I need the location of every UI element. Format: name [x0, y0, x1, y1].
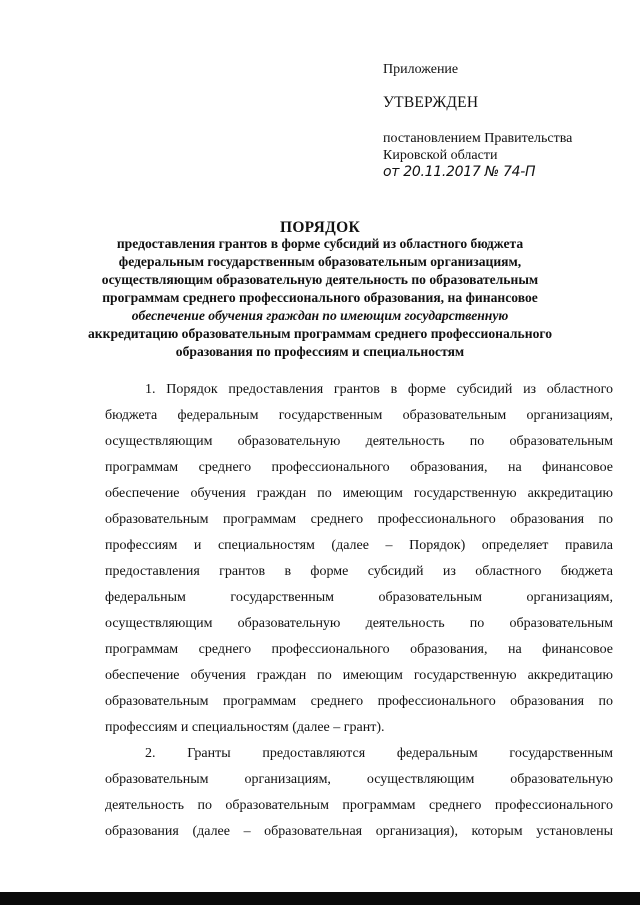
decree-line-2: Кировской области — [383, 148, 498, 163]
body-line: предоставления грантов в форме субсидий из областного бюджета — [105, 564, 613, 579]
body-line: профессиям и специальностям (далее – грант). — [105, 720, 385, 735]
approved-label: УТВЕРЖДЕН — [383, 94, 479, 111]
subtitle-line: предоставления грантов в форме субсидий из областного бюджета — [116, 236, 524, 251]
body-line: федеральным государственным образовательным организациям, — [105, 590, 613, 605]
body-line: осуществляющим образовательную деятельность по образовательным — [105, 616, 613, 631]
subtitle-line: аккредитацию образовательным программам среднего профессионального — [87, 326, 553, 341]
body-line: программам среднего профессионального образования, на финансовое — [105, 642, 613, 657]
body-line: 2. Гранты предоставляются федеральным государственным — [145, 746, 613, 761]
body-line: образования (далее – образовательная организация), которым установлены — [105, 824, 613, 839]
decree-line-1: постановлением Правительства — [383, 131, 573, 146]
subtitle-line: образования по профессиям и специальностям — [175, 344, 465, 359]
subtitle-line: федеральным государственным образовательным организациям, — [118, 254, 522, 269]
body-line: программам среднего профессионального образования, на финансовое — [105, 460, 613, 475]
scan-bottom-edge — [0, 892, 640, 905]
body-line: 1. Порядок предоставления грантов в форме субсидий из областного — [145, 382, 613, 397]
body-line: бюджета федеральным государственным образовательным организациям, — [105, 408, 613, 423]
body-line: образовательным организациям, осуществляющим образовательную — [105, 772, 613, 787]
document-title: ПОРЯДОК — [279, 219, 361, 236]
body-line: профессиям и специальностям (далее – Порядок) определяет правила — [105, 538, 613, 553]
body-line: обеспечение обучения граждан по имеющим государственную аккредитацию — [105, 668, 613, 683]
subtitle-line: осуществляющим образовательную деятельность по образовательным — [101, 272, 539, 287]
subtitle-line: программам среднего профессионального образования, на финансовое — [102, 290, 538, 305]
body-line: обеспечение обучения граждан по имеющим государственную аккредитацию — [105, 486, 613, 501]
body-line: образовательным программам среднего профессионального образования по — [105, 694, 613, 709]
subtitle-line: обеспечение обучения граждан по имеющим государственную — [131, 308, 509, 323]
appendix-label: Приложение — [383, 62, 459, 77]
body-line: осуществляющим образовательную деятельность по образовательным — [105, 434, 613, 449]
decree-date-number: от 20.11.2017 № 74-П — [383, 164, 536, 180]
body-line: деятельность по образовательным программам среднего профессионального — [105, 798, 613, 813]
body-line: образовательным программам среднего профессионального образования по — [105, 512, 613, 527]
